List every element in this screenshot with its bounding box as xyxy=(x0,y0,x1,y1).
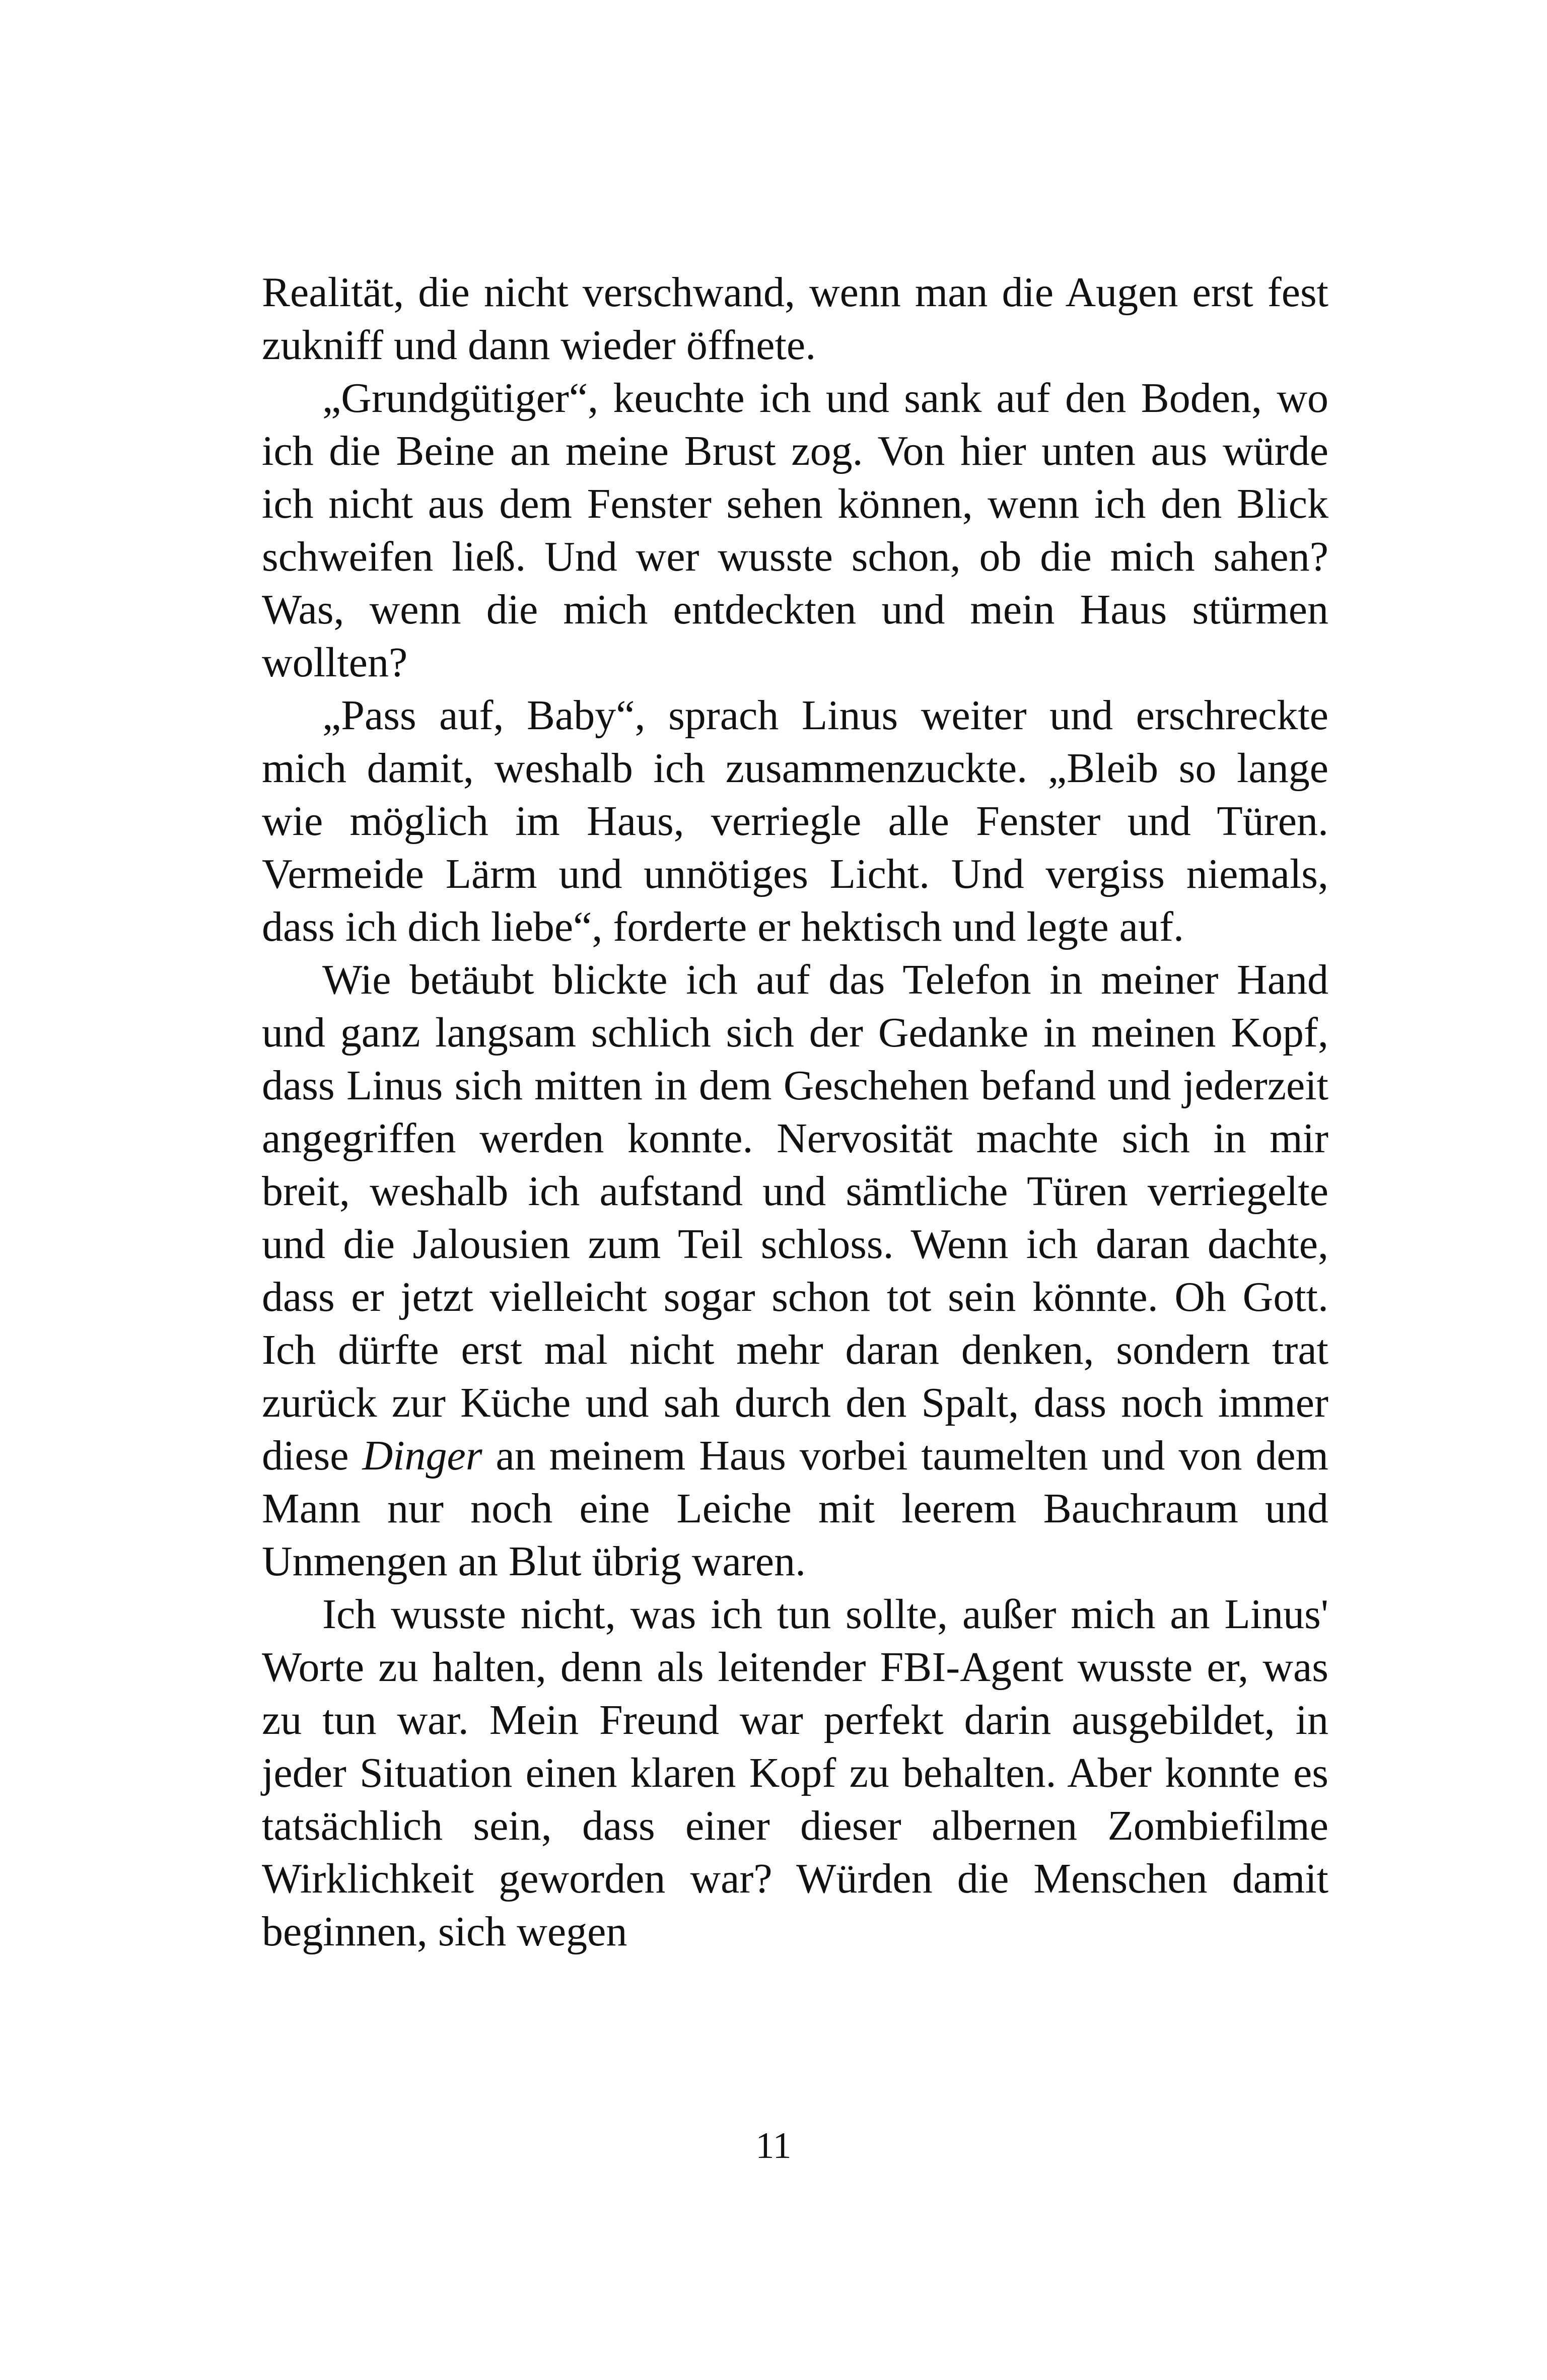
paragraph-text: „Grundgütiger“, keuchte ich und sank auf den Boden, wo ich die Beine an meine Brust zog. Von hier unten aus würde ich nicht aus dem Fenster sehen können, wenn ich den Blick schweifen ließ. Und wer wusste schon, ob die mich sahen? Was, wenn die mich entdeckten und mein Haus stürmen wollten? xyxy=(262,375,1328,686)
paragraph-4 xyxy=(262,953,1328,1588)
page-number: 11 xyxy=(755,2125,792,2166)
paragraph-5 xyxy=(262,1588,1328,1958)
paragraph-text: Ich wusste nicht, was ich tun sollte, außer mich an Linus' Worte zu halten, denn als leitender FBI-Agent wusste er, was zu tun war. Mein Freund war perfekt darin ausgebildet, in jeder Situation einen klaren Kopf zu behalten. Aber konnte es tatsächlich sein, dass einer dieser albernen Zombiefilme Wirklichkeit geworden war? Würden die Menschen damit beginnen, sich wegen xyxy=(262,1591,1328,1955)
paragraph-2 xyxy=(262,372,1328,689)
paragraph-3 xyxy=(262,689,1328,953)
body-text xyxy=(262,266,1328,1958)
paragraph-text: Wie betäubt blickte ich auf das Telefon in meiner Hand und ganz langsam schlich sich der Gedanke in meinen Kopf, dass Linus sich mitten in dem Geschehen befand und jederzeit angegriffen werden konnte. Nervosität machte sich in mir breit, weshalb ich aufstand und sämtliche Türen verriegelte und die Jalousien zum Teil schloss. Wenn ich daran dachte, dass er jetzt vielleicht sogar schon tot sein könnte. Oh Gott. Ich dürfte erst mal nicht mehr daran denken, sondern trat zurück zur Küche und sah durch den Spalt, dass noch immer diese xyxy=(262,956,1328,1479)
paragraph-text: „Pass auf, Baby“, sprach Linus weiter und erschreckte mich damit, weshalb ich zusammenzuckte. „Bleib so lange wie möglich im Haus, verriegle alle Fenster und Türen. Vermeide Lärm und unnötiges Licht. Und vergiss niemals, dass ich dich liebe“, forderte er hektisch und legte auf. xyxy=(262,692,1328,950)
paragraph-text: Realität, die nicht verschwand, wenn man die Augen erst fest zukniff und dann wieder öffnete. xyxy=(262,269,1328,369)
italic-word: Dinger xyxy=(362,1432,482,1479)
paragraph-text: an meinem Haus vorbei taumelten und von dem Mann nur noch eine Leiche mit leerem Bauchraum und Unmengen an Blut übrig waren. xyxy=(262,1432,1329,1585)
paragraph-1 xyxy=(262,266,1328,372)
